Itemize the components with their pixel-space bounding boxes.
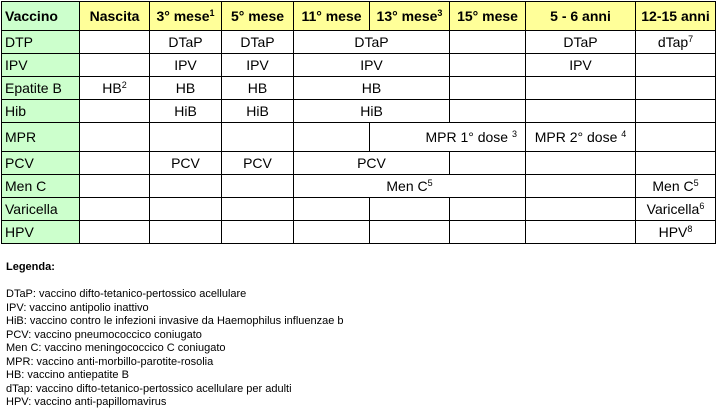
row-label: DTP [2, 31, 80, 54]
table-cell: PCV [222, 152, 294, 175]
legend-item: HiB: vaccino contro le infezioni invasive da Haemophilus influenzae b [6, 315, 344, 327]
table-cell [526, 100, 636, 123]
table-cell [636, 77, 716, 100]
row-label: Epatite B [2, 77, 80, 100]
table-row [2, 198, 716, 221]
table-cell [636, 100, 716, 123]
table-cell: Men $C^5$ [636, 175, 716, 198]
table-row [2, 175, 716, 198]
header-13-mese-sup: 3 [437, 8, 443, 18]
header-13-mese: 13° mese$^3$ [370, 2, 450, 31]
table-cell: Varicella$^6$ [636, 198, 716, 221]
table-cell: DTaP [294, 31, 450, 54]
table-cell: IPV [294, 54, 450, 77]
legend-item: DTaP: vaccino difto-tetanico-pertossico acellulare [6, 288, 247, 300]
row-label: Varicella [2, 198, 80, 221]
table-cell: PCV [150, 152, 222, 175]
table-cell [222, 221, 294, 244]
table-cell: HiB [150, 100, 222, 123]
table-cell [222, 175, 294, 198]
table-cell [526, 152, 636, 175]
table-cell: MPR 1° dose $^3$ [370, 123, 526, 152]
legend-item: HPV: vaccino anti-papillomavirus [6, 396, 167, 408]
header-11-mese: 11° mese [294, 2, 370, 31]
row-label: Hib [2, 100, 80, 123]
table-cell: IPV [150, 54, 222, 77]
table-cell [80, 123, 150, 152]
table-cell [526, 198, 636, 221]
table-cell: PCV [294, 152, 450, 175]
table-cell [450, 152, 526, 175]
table-cell [294, 198, 370, 221]
row-label: PCV [2, 152, 80, 175]
table-row [2, 77, 716, 100]
table-cell: HB [222, 77, 294, 100]
table-cell [526, 175, 636, 198]
legend-item: Men C: vaccino meningococcico C coniugato [6, 342, 226, 354]
table-cell [450, 54, 526, 77]
table-cell [80, 175, 150, 198]
table-cell [80, 221, 150, 244]
legend-item: IPV: vaccino antipolio inattivo [6, 301, 149, 314]
legend-item: PCV: vaccino pneumococcico coniugato [6, 328, 202, 341]
table-cell [526, 77, 636, 100]
table-cell [450, 100, 526, 123]
row-label: HPV [2, 221, 80, 244]
table-cell: Men $C^5$ [294, 175, 526, 198]
table-row [2, 123, 716, 152]
table-cell [450, 31, 526, 54]
table-cell: DTaP [222, 31, 294, 54]
table-cell [294, 123, 370, 152]
legend-item: MPR: vaccino anti-morbillo-parotite-rosolia [6, 355, 214, 368]
header-15-mese: 15° mese [450, 2, 526, 31]
table-cell [450, 221, 526, 244]
table-cell [636, 54, 716, 77]
legend-item: HB: vaccino antiepatite B [6, 369, 129, 381]
table-cell: HPV$^8$ [636, 221, 716, 244]
table-row [2, 100, 716, 123]
header-row [2, 2, 716, 31]
table-cell [370, 198, 450, 221]
table-cell: MPR 2° dose $^4$ [526, 123, 636, 152]
table-cell [370, 221, 450, 244]
table-cell [80, 54, 150, 77]
table-cell [80, 152, 150, 175]
legenda-title: Legenda: [6, 261, 55, 273]
table-cell [150, 221, 222, 244]
table-cell [294, 221, 370, 244]
table-row [2, 152, 716, 175]
table-cell [636, 152, 716, 175]
header-5-mese: 5° mese [222, 2, 294, 31]
table-cell: IPV [222, 54, 294, 77]
table-cell: HiB [222, 100, 294, 123]
header-vaccino: Vaccino [2, 2, 80, 31]
table-cell [80, 31, 150, 54]
row-label: IPV [2, 54, 80, 77]
table-cell: HB [294, 77, 450, 100]
table-cell: $HB^2$ [80, 77, 150, 100]
table-cell [222, 123, 294, 152]
header-nascita: Nascita [80, 2, 150, 31]
header-5-6-anni: 5 - 6 anni [526, 2, 636, 31]
legend-item: dTap: vaccino difto-tetanico-pertossico acellulare per adulti [6, 382, 292, 395]
table-cell [80, 198, 150, 221]
table-cell [150, 198, 222, 221]
table-cell [526, 221, 636, 244]
header-3-mese-sup: 1 [209, 8, 215, 18]
table-row [2, 31, 716, 54]
table-cell [80, 100, 150, 123]
row-label: Men C [2, 175, 80, 198]
row-label: MPR [2, 123, 80, 152]
table-cell [636, 123, 716, 152]
table-cell: DTaP [150, 31, 222, 54]
table-cell: dTap$^7$ [636, 31, 716, 54]
table-cell: HiB [294, 100, 450, 123]
table-row [2, 221, 716, 244]
table-cell: DTaP [526, 31, 636, 54]
legend-list [6, 288, 344, 410]
table-cell [150, 123, 222, 152]
table-cell [222, 198, 294, 221]
table-cell [450, 198, 526, 221]
header-12-15-anni: 12-15 anni [636, 2, 716, 31]
header-3-mese: 3° mese$^1$ [150, 2, 222, 31]
table-cell: HB [150, 77, 222, 100]
table-cell [450, 77, 526, 100]
table-cell [150, 175, 222, 198]
table-cell: IPV [526, 54, 636, 77]
table-row [2, 54, 716, 77]
vaccination-schedule-table [1, 1, 716, 244]
